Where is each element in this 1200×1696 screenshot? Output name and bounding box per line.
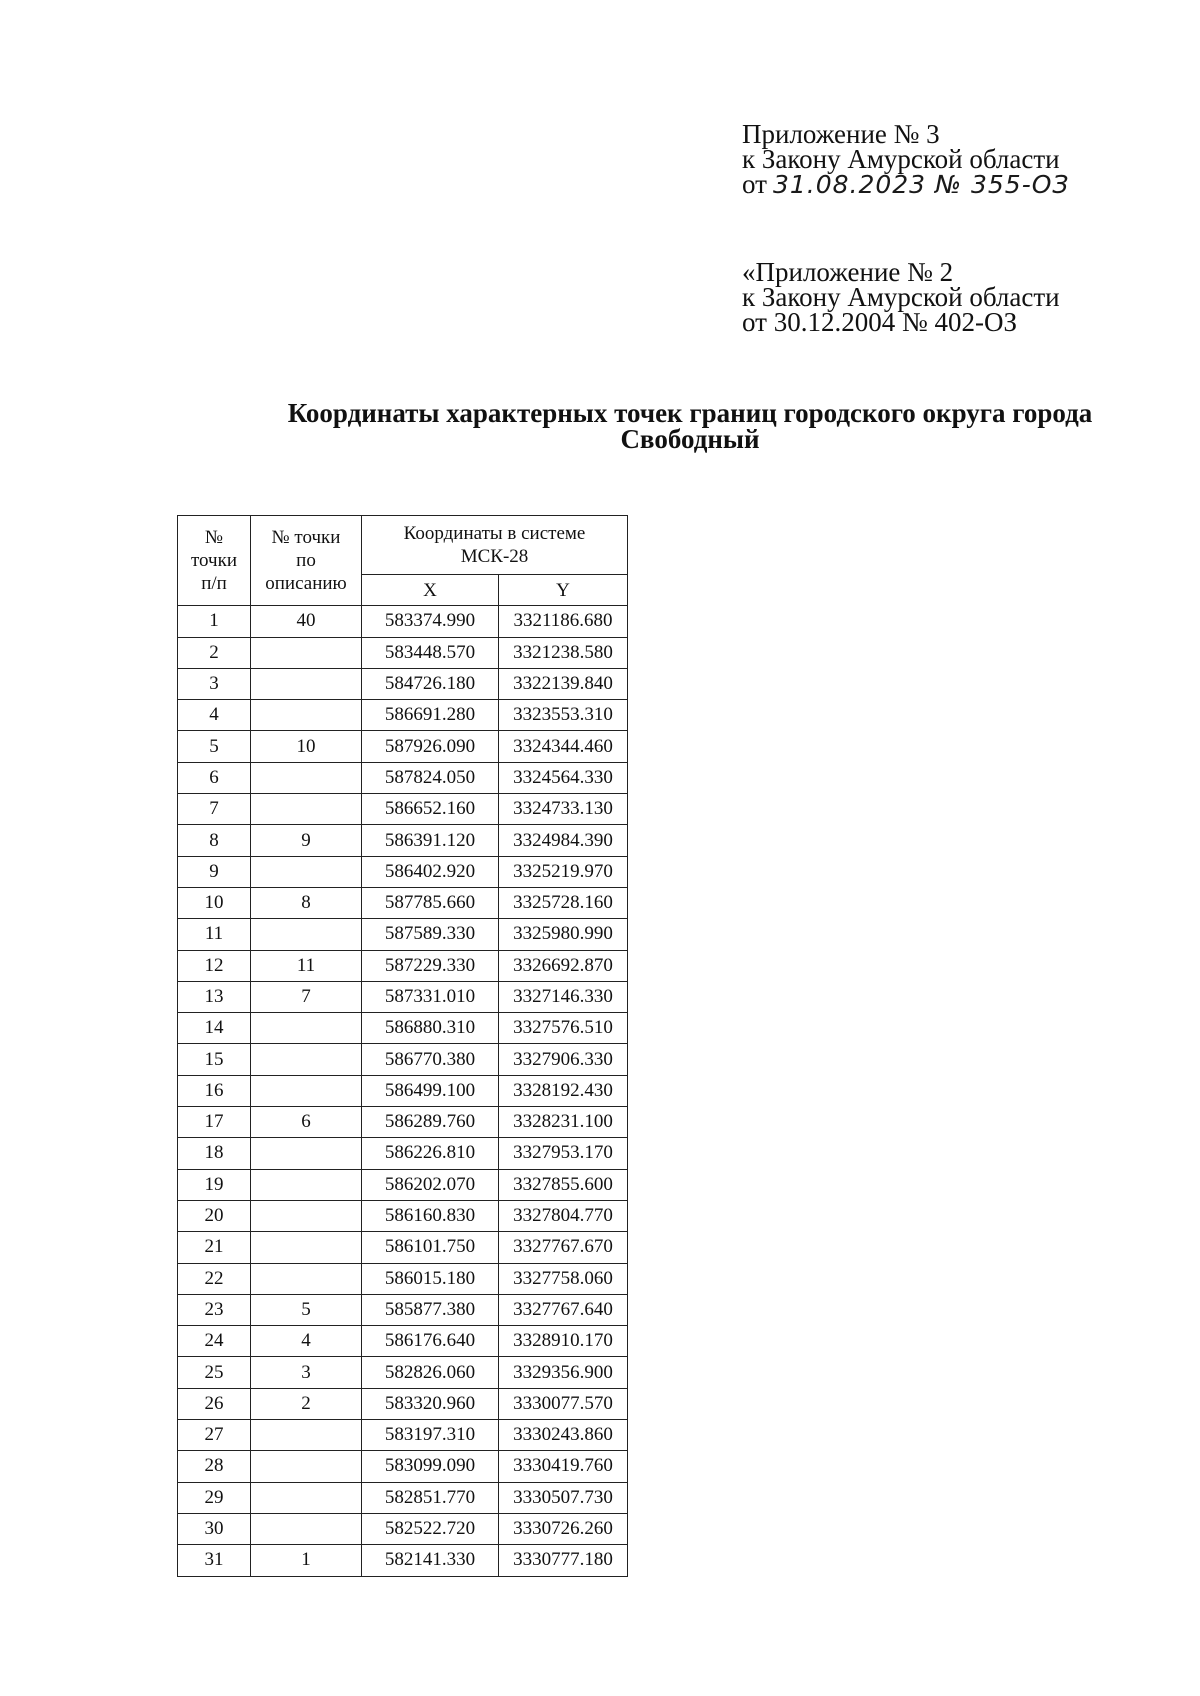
table-row <box>178 1482 628 1513</box>
cell-y: 3325219.970 <box>499 856 628 887</box>
header-text: № точки <box>271 527 341 549</box>
cell-point-number: 31 <box>178 1545 251 1576</box>
cell-y: 3324344.460 <box>499 731 628 762</box>
cell-x: 586289.760 <box>362 1107 499 1138</box>
cell-y: 3327906.330 <box>499 1044 628 1075</box>
cell-point-number: 20 <box>178 1200 251 1231</box>
cell-description-number: 3 <box>251 1357 362 1388</box>
cell-description-number <box>251 1513 362 1544</box>
header-text: п/п <box>201 573 227 595</box>
prev-annex-number: «Приложение № 2 <box>742 257 954 287</box>
cell-description-number <box>251 794 362 825</box>
table-row <box>178 825 628 856</box>
title-line-2: Свободный <box>620 424 760 454</box>
table-row <box>178 1294 628 1325</box>
table-row <box>178 1420 628 1451</box>
table-row <box>178 1545 628 1576</box>
cell-y: 3327953.170 <box>499 1138 628 1169</box>
cell-point-number: 26 <box>178 1388 251 1419</box>
cell-x: 586880.310 <box>362 1013 499 1044</box>
cell-y: 3330777.180 <box>499 1545 628 1576</box>
header-text: МСК-28 <box>460 546 529 567</box>
cell-y: 3330419.760 <box>499 1451 628 1482</box>
cell-x: 585877.380 <box>362 1294 499 1325</box>
cell-y: 3329356.900 <box>499 1357 628 1388</box>
cell-description-number <box>251 700 362 731</box>
cell-x: 583197.310 <box>362 1420 499 1451</box>
cell-point-number: 24 <box>178 1326 251 1357</box>
cell-y: 3324733.130 <box>499 794 628 825</box>
cell-description-number <box>251 637 362 668</box>
header-text: описанию <box>265 573 347 595</box>
cell-x: 586391.120 <box>362 825 499 856</box>
cell-x: 586652.160 <box>362 794 499 825</box>
cell-y: 3330507.730 <box>499 1482 628 1513</box>
cell-description-number: 5 <box>251 1294 362 1325</box>
cell-description-number <box>251 1263 362 1294</box>
cell-x: 587331.010 <box>362 981 499 1012</box>
cell-y: 3327576.510 <box>499 1013 628 1044</box>
cell-point-number: 22 <box>178 1263 251 1294</box>
cell-point-number: 11 <box>178 919 251 950</box>
cell-point-number: 14 <box>178 1013 251 1044</box>
cell-point-number: 5 <box>178 731 251 762</box>
document-title <box>250 400 1130 452</box>
cell-point-number: 12 <box>178 950 251 981</box>
cell-x: 582851.770 <box>362 1482 499 1513</box>
cell-x: 586160.830 <box>362 1200 499 1231</box>
cell-y: 3324564.330 <box>499 762 628 793</box>
annex-number: Приложение № 3 <box>742 119 940 149</box>
cell-y: 3326692.870 <box>499 950 628 981</box>
table-row <box>178 1200 628 1231</box>
cell-point-number: 17 <box>178 1107 251 1138</box>
cell-y: 3328192.430 <box>499 1075 628 1106</box>
cell-y: 3321238.580 <box>499 637 628 668</box>
cell-x: 584726.180 <box>362 668 499 699</box>
table-row <box>178 1075 628 1106</box>
table-row <box>178 606 628 637</box>
cell-y: 3327804.770 <box>499 1200 628 1231</box>
cell-x: 583320.960 <box>362 1388 499 1419</box>
cell-description-number: 40 <box>251 606 362 637</box>
cell-description-number: 7 <box>251 981 362 1012</box>
table-body <box>178 606 628 1576</box>
table-row <box>178 1513 628 1544</box>
cell-y: 3325728.160 <box>499 887 628 918</box>
cell-x: 586499.100 <box>362 1075 499 1106</box>
cell-point-number: 1 <box>178 606 251 637</box>
cell-y: 3330726.260 <box>499 1513 628 1544</box>
cell-x: 586226.810 <box>362 1138 499 1169</box>
table-row <box>178 1388 628 1419</box>
cell-x: 587926.090 <box>362 731 499 762</box>
header-current-annex <box>742 119 1070 199</box>
cell-point-number: 28 <box>178 1451 251 1482</box>
cell-point-number: 7 <box>178 794 251 825</box>
cell-x: 582141.330 <box>362 1545 499 1576</box>
cell-point-number: 6 <box>178 762 251 793</box>
header-x: X <box>362 575 499 606</box>
header-previous-annex <box>742 257 1060 337</box>
table-row <box>178 1107 628 1138</box>
table-row <box>178 1263 628 1294</box>
cell-point-number: 15 <box>178 1044 251 1075</box>
cell-description-number: 6 <box>251 1107 362 1138</box>
cell-description-number <box>251 1420 362 1451</box>
cell-y: 3328231.100 <box>499 1107 628 1138</box>
cell-point-number: 2 <box>178 637 251 668</box>
cell-point-number: 21 <box>178 1232 251 1263</box>
cell-description-number <box>251 1138 362 1169</box>
cell-x: 586691.280 <box>362 700 499 731</box>
cell-description-number <box>251 1169 362 1200</box>
annex-law-reference: к Закону Амурской области <box>742 144 1060 174</box>
cell-x: 586015.180 <box>362 1263 499 1294</box>
cell-x: 583374.990 <box>362 606 499 637</box>
cell-point-number: 19 <box>178 1169 251 1200</box>
table-row <box>178 919 628 950</box>
cell-y: 3330077.570 <box>499 1388 628 1419</box>
table-row <box>178 794 628 825</box>
cell-point-number: 27 <box>178 1420 251 1451</box>
table-row <box>178 1169 628 1200</box>
header-row-1 <box>178 516 628 575</box>
cell-point-number: 29 <box>178 1482 251 1513</box>
header-text: Координаты в системе <box>403 523 586 544</box>
cell-description-number <box>251 919 362 950</box>
date-prefix: от <box>742 169 767 199</box>
cell-point-number: 18 <box>178 1138 251 1169</box>
cell-y: 3321186.680 <box>499 606 628 637</box>
cell-point-number: 10 <box>178 887 251 918</box>
header-point-number <box>178 516 251 606</box>
cell-description-number <box>251 1013 362 1044</box>
cell-x: 586202.070 <box>362 1169 499 1200</box>
table-row <box>178 887 628 918</box>
cell-point-number: 30 <box>178 1513 251 1544</box>
cell-x: 586101.750 <box>362 1232 499 1263</box>
cell-y: 3322139.840 <box>499 668 628 699</box>
cell-description-number: 1 <box>251 1545 362 1576</box>
table-row <box>178 1138 628 1169</box>
header-text: № <box>204 527 224 549</box>
cell-y: 3327767.670 <box>499 1232 628 1263</box>
header-coordinate-system <box>362 516 628 575</box>
cell-x: 587785.660 <box>362 887 499 918</box>
cell-point-number: 8 <box>178 825 251 856</box>
coordinates-table <box>177 515 628 1577</box>
cell-description-number: 10 <box>251 731 362 762</box>
header-text: по <box>296 550 316 572</box>
cell-description-number <box>251 668 362 699</box>
cell-point-number: 9 <box>178 856 251 887</box>
table-row <box>178 1357 628 1388</box>
table-row <box>178 668 628 699</box>
cell-x: 586402.920 <box>362 856 499 887</box>
cell-y: 3328910.170 <box>499 1326 628 1357</box>
table-row <box>178 731 628 762</box>
annex-date-line <box>742 169 1070 199</box>
cell-y: 3323553.310 <box>499 700 628 731</box>
table-row <box>178 1232 628 1263</box>
cell-x: 587824.050 <box>362 762 499 793</box>
cell-description-number <box>251 1451 362 1482</box>
header-y: Y <box>499 575 628 606</box>
cell-x: 586770.380 <box>362 1044 499 1075</box>
prev-annex-date: от 30.12.2004 № 402-ОЗ <box>742 307 1017 337</box>
cell-description-number <box>251 1200 362 1231</box>
title-line-1: Координаты характерных точек границ городского округа города <box>287 398 1093 428</box>
cell-x: 582522.720 <box>362 1513 499 1544</box>
header-text: точки <box>190 550 237 572</box>
cell-description-number: 11 <box>251 950 362 981</box>
table-row <box>178 1013 628 1044</box>
cell-point-number: 3 <box>178 668 251 699</box>
table-row <box>178 1451 628 1482</box>
cell-point-number: 25 <box>178 1357 251 1388</box>
cell-x: 582826.060 <box>362 1357 499 1388</box>
table-row <box>178 856 628 887</box>
cell-point-number: 13 <box>178 981 251 1012</box>
cell-x: 587589.330 <box>362 919 499 950</box>
cell-point-number: 4 <box>178 700 251 731</box>
cell-description-number <box>251 1044 362 1075</box>
cell-description-number <box>251 1075 362 1106</box>
cell-x: 586176.640 <box>362 1326 499 1357</box>
cell-description-number <box>251 762 362 793</box>
table-row <box>178 950 628 981</box>
handwritten-date-number: 31.08.2023 № 355-ОЗ <box>772 170 1070 199</box>
cell-y: 3327767.640 <box>499 1294 628 1325</box>
cell-y: 3327758.060 <box>499 1263 628 1294</box>
cell-x: 583099.090 <box>362 1451 499 1482</box>
cell-description-number <box>251 1482 362 1513</box>
table-row <box>178 762 628 793</box>
cell-description-number <box>251 856 362 887</box>
cell-y: 3327855.600 <box>499 1169 628 1200</box>
cell-description-number: 9 <box>251 825 362 856</box>
cell-description-number: 4 <box>251 1326 362 1357</box>
header-description-number <box>251 516 362 606</box>
cell-y: 3324984.390 <box>499 825 628 856</box>
cell-point-number: 16 <box>178 1075 251 1106</box>
cell-x: 583448.570 <box>362 637 499 668</box>
table-row <box>178 700 628 731</box>
cell-y: 3330243.860 <box>499 1420 628 1451</box>
cell-description-number <box>251 1232 362 1263</box>
prev-annex-law-reference: к Закону Амурской области <box>742 282 1060 312</box>
table-row <box>178 637 628 668</box>
table-row <box>178 981 628 1012</box>
cell-description-number: 8 <box>251 887 362 918</box>
table-row <box>178 1044 628 1075</box>
cell-point-number: 23 <box>178 1294 251 1325</box>
table-header <box>178 516 628 606</box>
cell-x: 587229.330 <box>362 950 499 981</box>
table-row <box>178 1326 628 1357</box>
cell-y: 3325980.990 <box>499 919 628 950</box>
cell-y: 3327146.330 <box>499 981 628 1012</box>
cell-description-number: 2 <box>251 1388 362 1419</box>
